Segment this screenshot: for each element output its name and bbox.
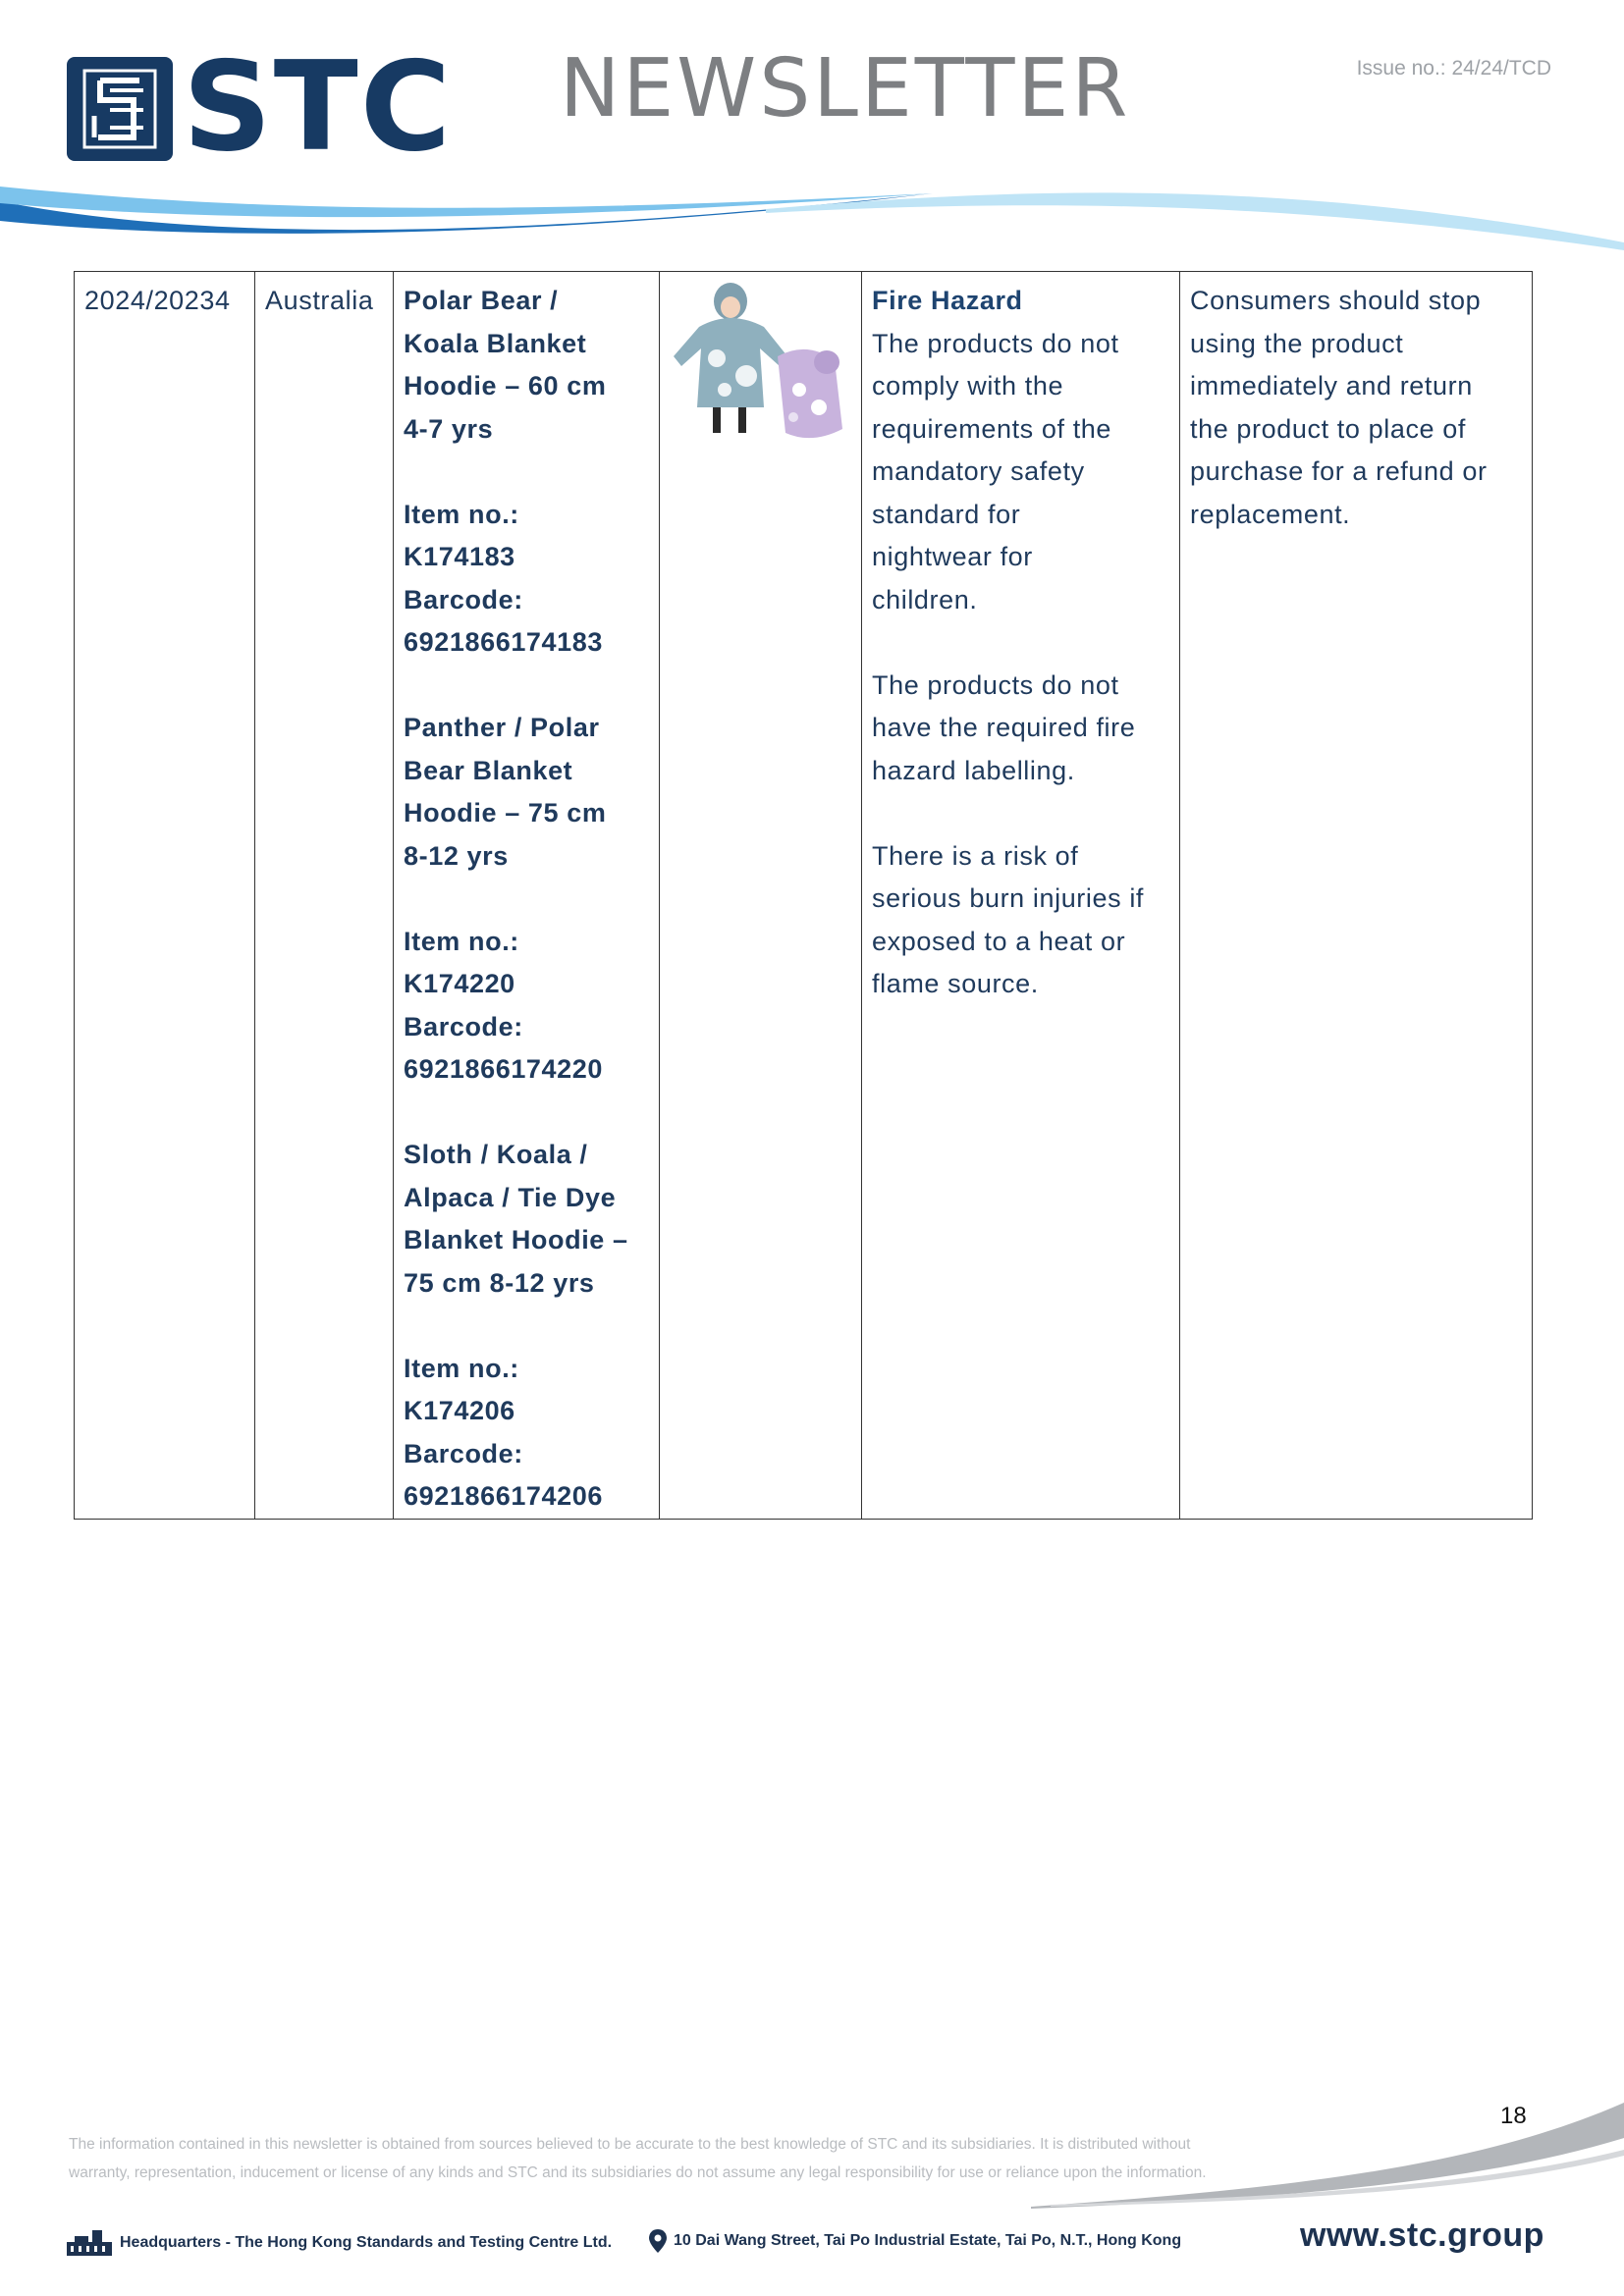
text-line: have the required fire [872,713,1136,742]
text-line: Bear Blanket [404,755,573,785]
item-number: K174183 [404,542,515,571]
text-line: standard for [872,499,1021,529]
text-line: children. [872,584,978,614]
newsletter-title: NEWSLETTER [560,42,1131,135]
reference-number: 2024/20234 [84,286,231,315]
text-line: The products do not [872,328,1119,358]
text-line: The information contained in this newsletter is obtained from sources believed to be accurate to the best knowledge of STC and its subsidiaries. It is distributed without [69,2136,1191,2153]
barcode-value: 6921866174220 [404,1054,604,1084]
product-1-name [404,280,649,451]
barcode-label: Barcode: [404,1011,523,1041]
headquarters-text: Headquarters - The Hong Kong Standards and Testing Centre Ltd. [120,2234,613,2251]
item-label: Item no.: [404,1353,519,1383]
text-line: There is a risk of [872,840,1079,871]
action-cell [1180,272,1533,1520]
country: Australia [265,286,374,315]
text-line: mandatory safety [872,456,1085,486]
address-text: 10 Dai Wang Street, Tai Po Industrial Estate, Tai Po, N.T., Hong Kong [674,2232,1182,2249]
spacer [872,621,1169,665]
issue-number: Issue no.: 24/24/TCD [1356,57,1551,80]
header-swoosh [0,182,1624,255]
text-line: requirements of the [872,413,1112,444]
text-line: flame source. [872,969,1039,998]
spacer [404,451,649,494]
barcode-label: Barcode: [404,1438,523,1468]
spacer [404,878,649,921]
text-line: 75 cm 8-12 yrs [404,1267,595,1298]
text-line: Alpaca / Tie Dye [404,1182,617,1212]
item-label: Item no.: [404,926,519,956]
hazard-cell [862,272,1180,1520]
website-link[interactable]: www.stc.group [1300,2216,1544,2254]
location-pin-icon [648,2228,668,2254]
text-line: warranty, representation, inducement or license of any kinds and STC and its subsidiaries do not assume any legal responsibility for use or reliance upon the information. [69,2164,1207,2181]
text-line: comply with the [872,371,1064,400]
text-line: Hoodie – 60 cm [404,371,607,400]
item-number: K174206 [404,1396,515,1425]
text-line: 8-12 yrs [404,840,509,871]
text-line: exposed to a heat or [872,926,1126,956]
table-row [75,272,1533,1520]
text-line: 4-7 yrs [404,413,494,444]
headquarters [65,2228,612,2258]
barcode-label: Barcode: [404,584,523,614]
text-line: nightwear for [872,542,1033,571]
footer-bar [65,2216,1567,2260]
product-image-cell [660,272,862,1520]
hazard-title: Fire Hazard [872,286,1023,315]
text-line: Hoodie – 75 cm [404,798,607,828]
text-line: Polar Bear / [404,286,559,315]
text-line: Sloth / Koala / [404,1140,588,1169]
text-line: replacement. [1190,499,1351,529]
building-icon [65,2228,114,2258]
text-line: Blanket Hoodie – [404,1225,628,1255]
product-3-name [404,1134,649,1305]
text-line: Koala Blanket [404,328,587,358]
spacer [872,792,1169,835]
spacer [404,1305,649,1348]
stc-emblem-icon [67,57,173,161]
blanket-hoodie-photo [670,280,846,447]
text-line: Panther / Polar [404,713,600,742]
address [648,2228,1181,2254]
item-label: Item no.: [404,499,519,529]
text-line: purchase for a refund or [1190,456,1488,486]
text-line: The products do not [872,669,1119,700]
text-line: Consumers should stop [1190,286,1482,315]
recall-table [74,271,1533,1520]
text-line: using the product [1190,328,1404,358]
country-cell [255,272,394,1520]
barcode-value: 6921866174206 [404,1481,604,1511]
brand-name: STC [183,34,454,179]
text-line: the product to place of [1190,413,1466,444]
spacer [404,665,649,708]
page-number: 18 [1500,2103,1527,2129]
barcode-value: 6921866174183 [404,627,604,657]
text-line: immediately and return [1190,371,1473,400]
text-line: serious burn injuries if [872,883,1145,913]
stc-logo [67,34,460,179]
reference-number-cell [75,272,255,1520]
product-cell [394,272,660,1520]
spacer [404,1092,649,1135]
product-2-name [404,707,649,878]
disclaimer [69,2130,1296,2187]
text-line: hazard labelling. [872,755,1075,785]
item-number: K174220 [404,969,515,998]
